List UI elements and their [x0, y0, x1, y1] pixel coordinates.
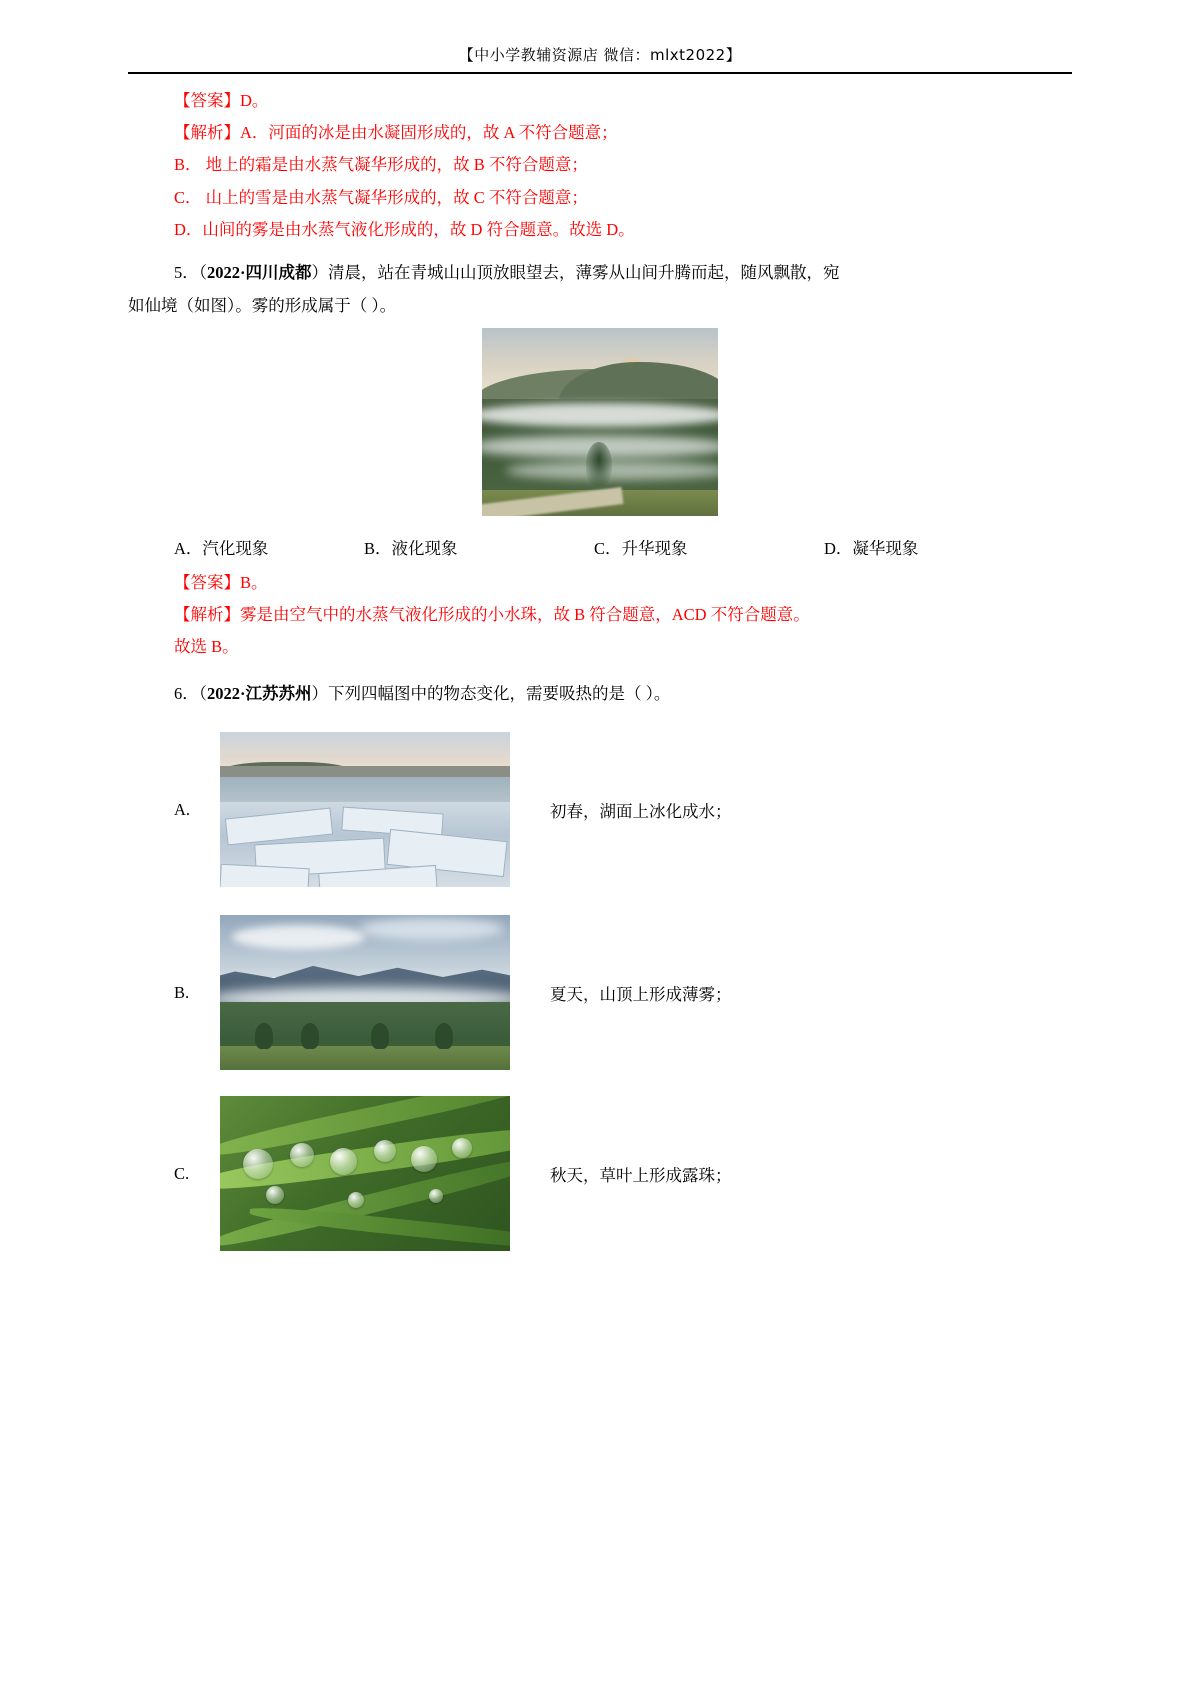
q4-answer: 【答案】D。	[174, 91, 269, 110]
q5-option-b: B．液化现象	[364, 538, 458, 558]
water-droplet	[330, 1148, 357, 1175]
page-header-watermark: 【中小学教辅资源店 微信：mlxt2022】	[458, 46, 742, 64]
ice-sheet	[220, 863, 310, 887]
q5-option-d: D．凝华现象	[824, 538, 919, 558]
q5-number: 5．（	[174, 262, 207, 282]
q6-stem-text: ）下列四幅图中的物态变化，需要吸热的是（ ）。	[311, 684, 671, 704]
q5-source: 2022·四川成都	[207, 262, 312, 282]
q6-item-a-text: 初春，湖面上冰化成水；	[550, 801, 732, 821]
q5-stem-line2: 如仙境（如图）。雾的形成属于（ ）。	[128, 295, 397, 315]
q6-stem	[128, 677, 1072, 710]
q4-analysis-option-d: D．山间的雾是由水蒸气液化形成的，故 D 符合题意。故选 D。	[174, 219, 635, 239]
fog-mountain-photo	[482, 328, 718, 516]
water-droplet	[290, 1143, 314, 1167]
q5-analysis-line2: 故选 B。	[174, 637, 239, 657]
q6-item-b-label: B.	[174, 982, 190, 1002]
q6-source: 2022·江苏苏州	[207, 684, 312, 704]
q6-number: 6．（	[174, 684, 207, 704]
q4-analysis-option-c: C． 山上的雪是由水蒸气凝华形成的，故 C 不符合题意；	[174, 187, 588, 207]
water-droplet	[374, 1140, 396, 1162]
q6-item-a-label: A.	[174, 799, 191, 819]
q5-option-a: A．汽化现象	[174, 538, 269, 558]
q5-answer: 【答案】B。	[174, 572, 268, 592]
q6-item-a	[128, 732, 1072, 887]
foreground-tree	[586, 442, 612, 486]
q6-item-b	[128, 915, 1072, 1070]
q6-item-b-text: 夏天，山顶上形成薄雾；	[550, 984, 732, 1004]
q5-option-c: C．升华现象	[594, 538, 688, 558]
q5-figure	[128, 328, 1072, 521]
q5-analysis: 【解析】雾是由空气中的水蒸气液化形成的小水珠，故 B 符合题意，ACD 不符合题意。	[174, 605, 810, 625]
q5-options	[128, 535, 1072, 559]
q5-stem-text: ）清晨，站在青城山山顶放眼望去，薄雾从山间升腾而起，随风飘散，宛	[311, 262, 840, 282]
q5-stem	[128, 256, 1072, 289]
q6-item-c-text: 秋天，草叶上形成露珠；	[550, 1165, 732, 1185]
header-divider	[128, 72, 1072, 74]
mountain-mist-photo	[220, 915, 510, 1070]
ice-lake-photo	[220, 732, 510, 887]
fog-band-1	[482, 403, 718, 427]
tree	[371, 1023, 389, 1049]
q4-analysis: 【解析】A．河面的冰是由水凝固形成的，故 A 不符合题意；	[174, 123, 618, 143]
foreground-field	[220, 1046, 510, 1071]
tree	[255, 1023, 273, 1049]
tree	[301, 1023, 319, 1049]
dew-on-grass-photo	[220, 1096, 510, 1251]
q6-item-c	[128, 1096, 1072, 1251]
document-content	[128, 85, 1072, 1251]
open-water	[220, 777, 510, 805]
tree	[435, 1023, 453, 1049]
q6-item-c-label: C.	[174, 1163, 190, 1183]
water-droplet	[348, 1192, 364, 1208]
q4-analysis-option-b: B． 地上的霜是由水蒸气凝华形成的，故 B 不符合题意；	[174, 155, 588, 175]
